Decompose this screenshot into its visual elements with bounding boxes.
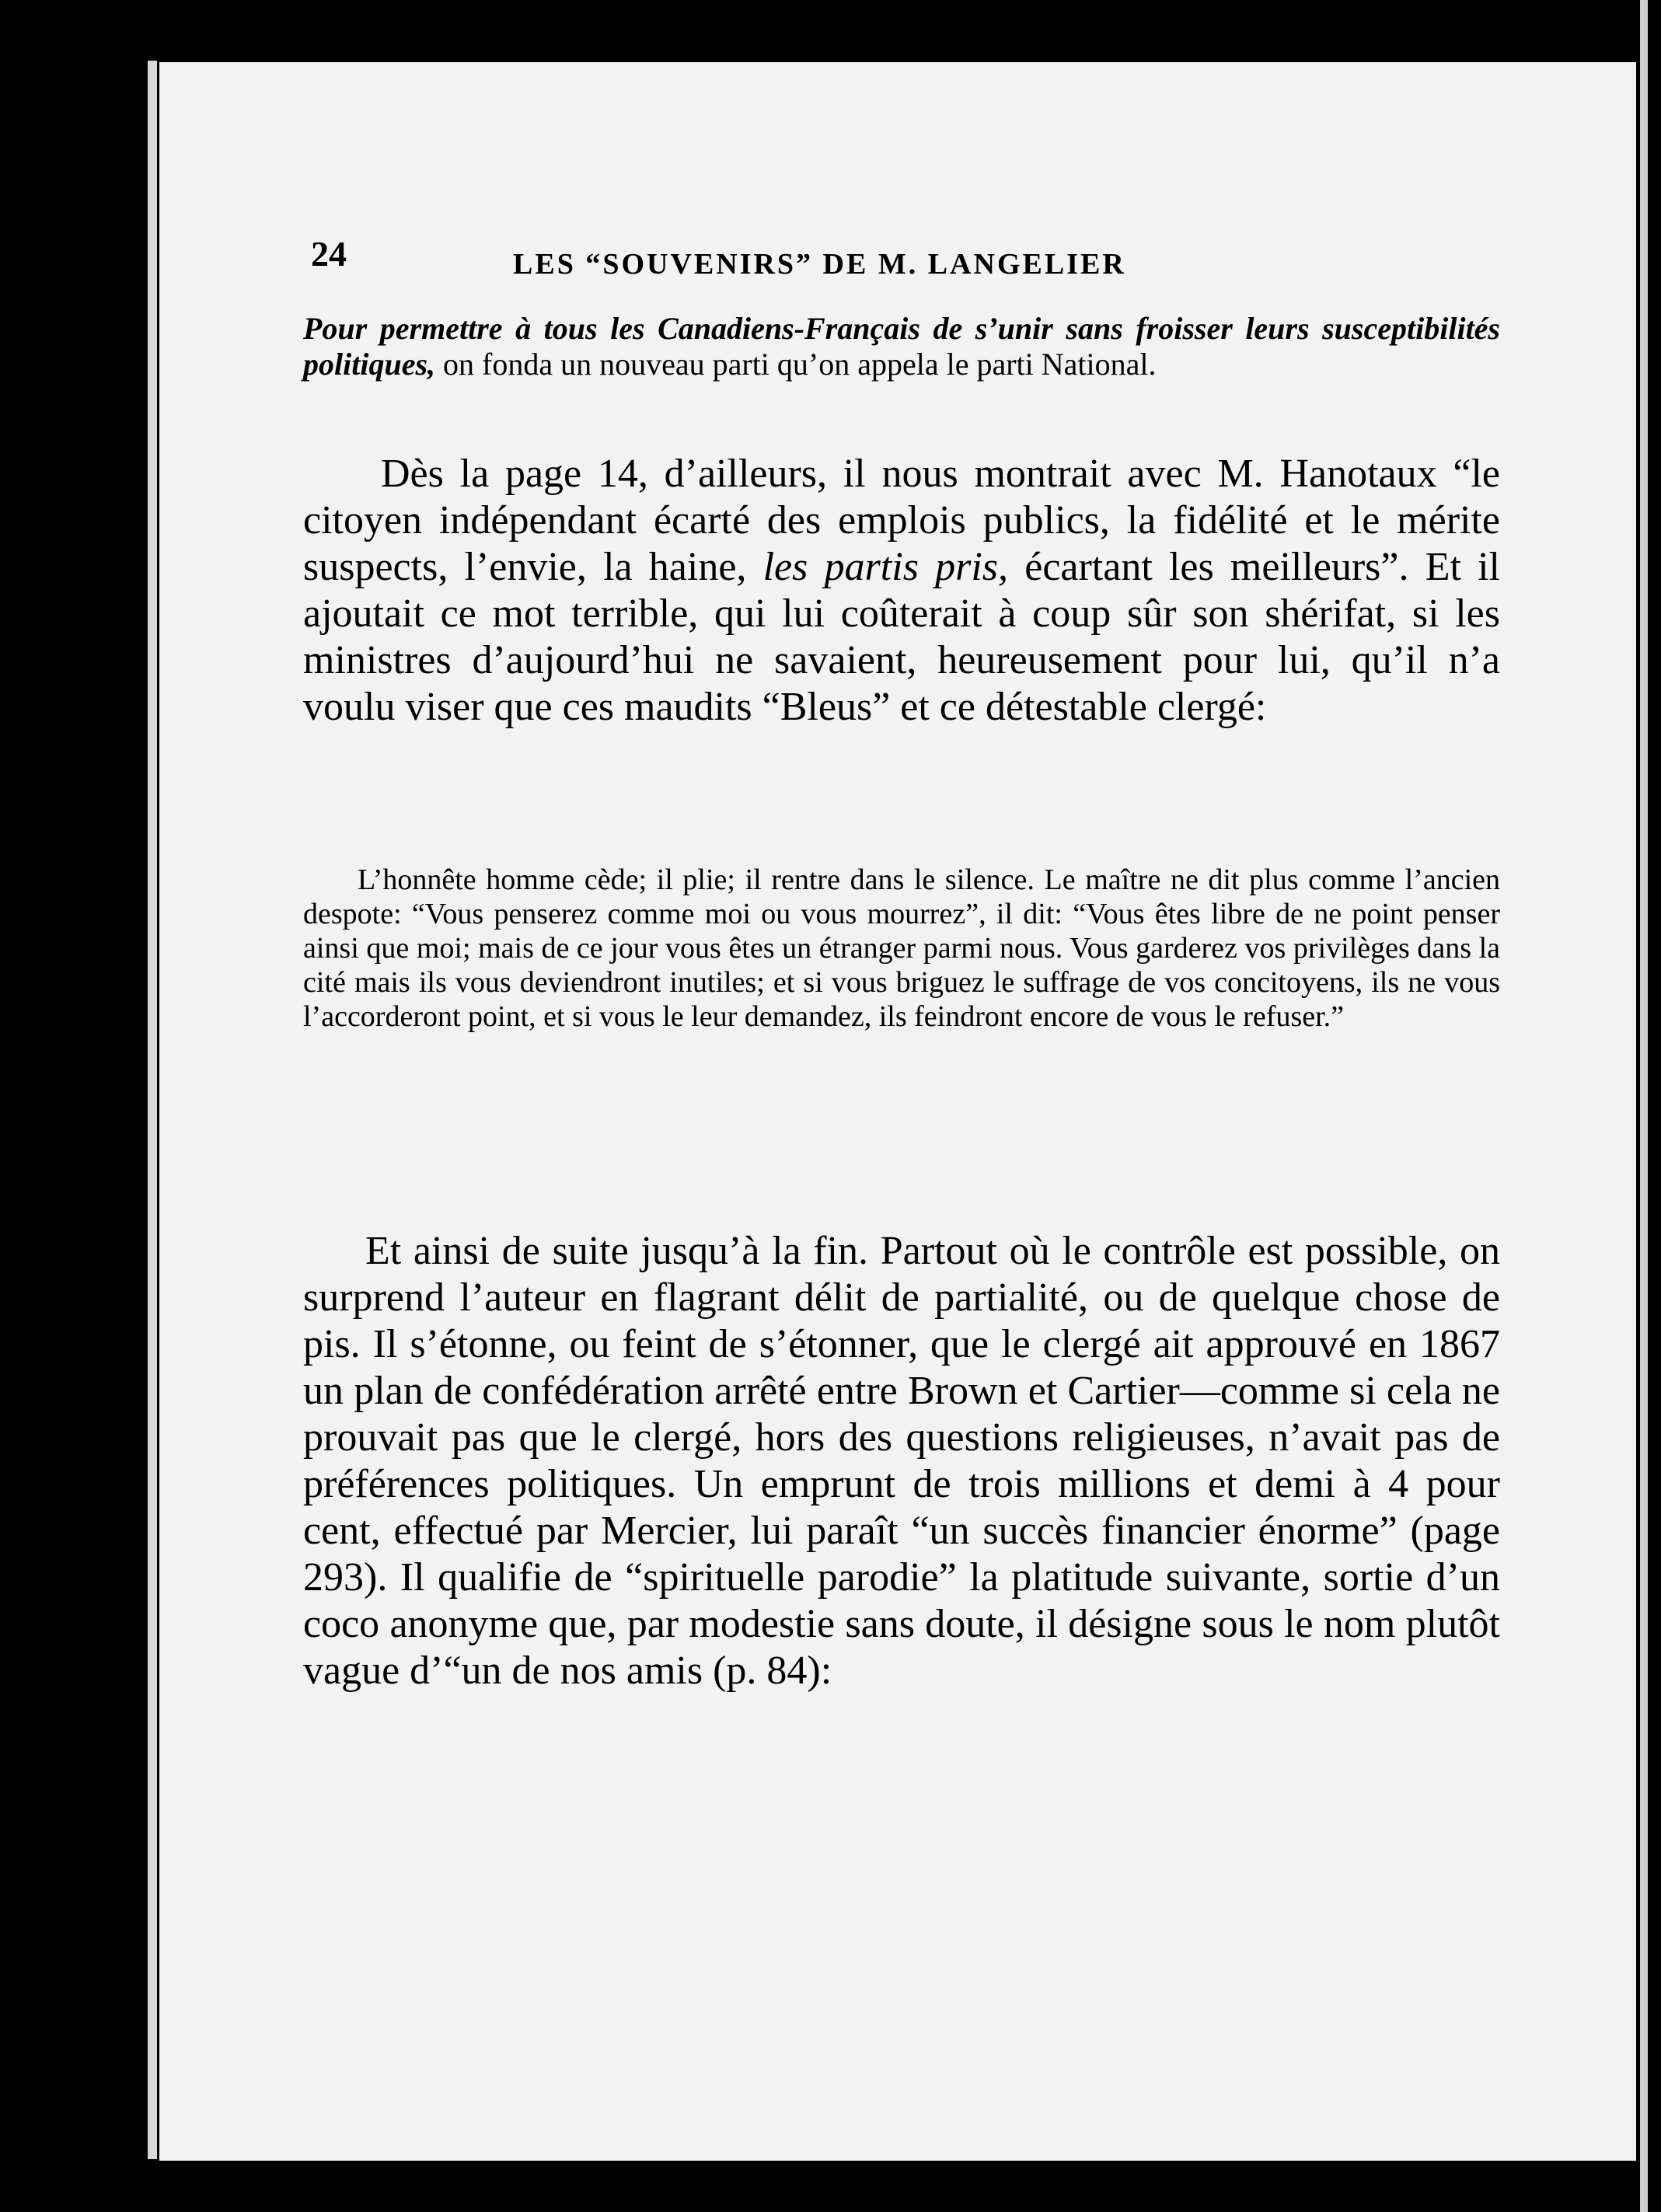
right-page-edge bbox=[1640, 0, 1648, 2212]
intro-quote-roman: on fonda un nouveau parti qu’on appela le parti National. bbox=[435, 347, 1157, 382]
page-edge bbox=[148, 61, 157, 2159]
intro-quote-italic: Pour permettre à tous les Canadiens-Français de s’unir sans froisser leurs susceptibilités politiques, bbox=[303, 311, 1500, 382]
block-quote: L’honnête homme cède; il plie; il rentre dans le silence. Le maître ne dit plus comme l’ancien despote: “Vous penserez comme moi ou vous mourrez”, il dit: “Vous êtes libre de ne point penser ainsi que moi; mais de ce jour vous êtes un étranger parmi nous. Vous garderez vos privilèges dans la cité mais ils vous deviendront inutiles; et si vous briguez le suffrage de vos concitoyens, ils ne vous l’accorderont point, et si vous le leur demandez, ils feindront encore de vous le refuser.” bbox=[303, 864, 1500, 1033]
page-number: 24 bbox=[311, 234, 347, 274]
running-head: LES “SOUVENIRS” DE M. LANGELIER bbox=[513, 248, 1126, 281]
intro-quote bbox=[303, 311, 1500, 382]
page-header bbox=[311, 233, 1477, 303]
paragraph-2: Et ainsi de suite jusqu’à la fin. Partout où le contrôle est possible, on surprend l’auteur en flagrant délit de partialité, ou de quelque chose de pis. Il s’étonne, ou feint de s’étonner, que le clergé ait approuvé en 1867 un plan de confédération arrêté entre Brown et Cartier—comme si cela ne prouvait pas que le clergé, hors des questions religieuses, n’avait pas de préférences politiques. Un emprunt de trois millions et demi à 4 pour cent, effectué par Mercier, lui paraît “un succès financier énorme” (page 293). Il qualifie de “spirituelle parodie” la platitude suivante, sortie d’un coco anonyme que, par modestie sans doute, il désigne sous le nom plutôt vague d’“un de nos amis (p. 84): bbox=[303, 1229, 1500, 1693]
paragraph-1-part-1: Dès la page 14, d’ailleurs, il nous montrait avec M. Hanotaux “le citoyen indépendant écarté des emplois publics, la fidélité et le mérite suspects, l’envie, la haine, bbox=[303, 452, 1500, 589]
paragraph-1 bbox=[303, 451, 1500, 731]
paragraph-1-italic: les partis pris, bbox=[762, 545, 1009, 589]
paragraph-1-part-2: écartant les meilleurs”. Et il ajoutait ce mot terrible, qui lui coûterait à coup sûr son shérifat, si les ministres d’aujourd’hui ne savaient, heureusement pour lui, qu’il n’a voulu viser que ces maudits “Bleus” et ce détestable clergé: bbox=[303, 545, 1500, 729]
